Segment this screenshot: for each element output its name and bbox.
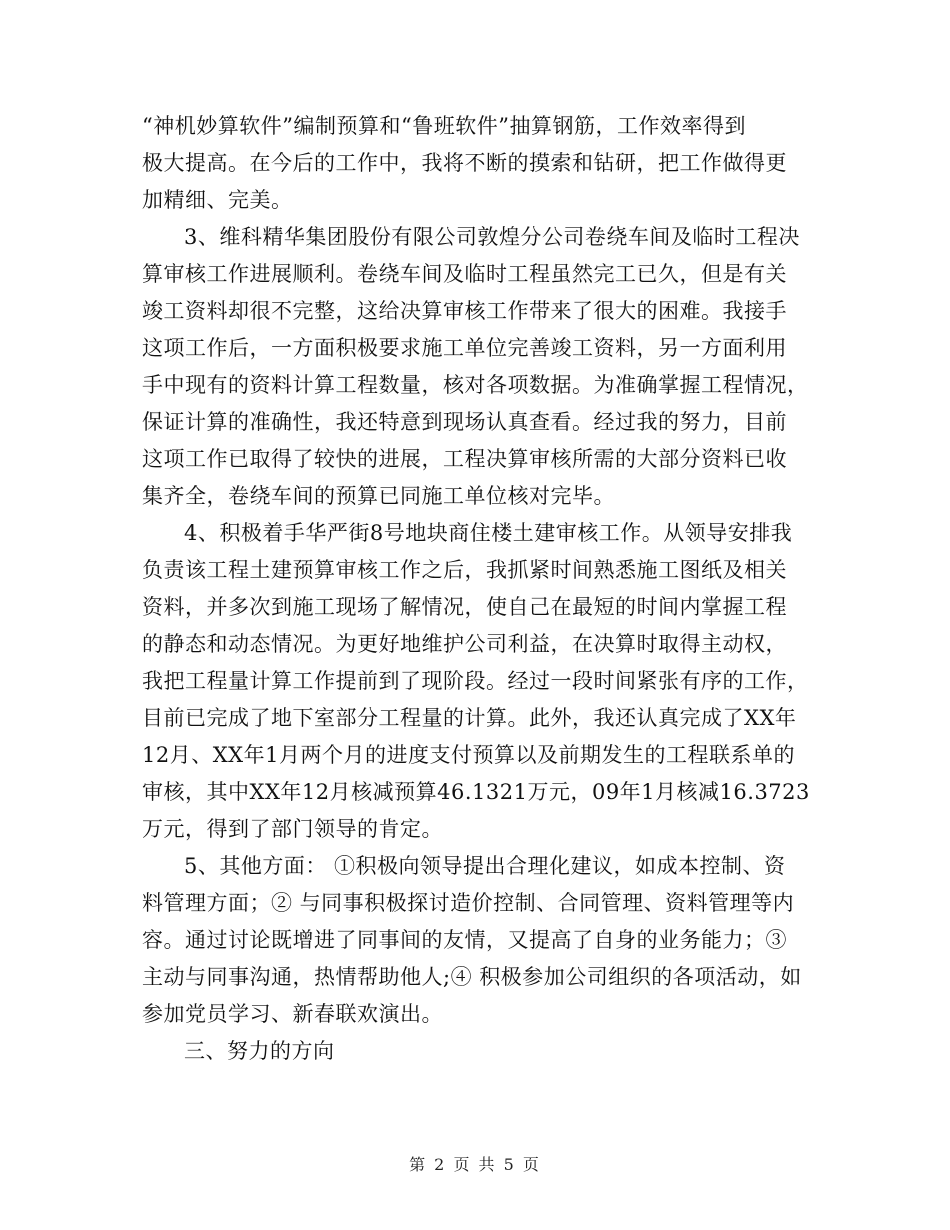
text-line: 目前已完成了地下室部分工程量的计算。此外，我还认真完成了XX年 — [142, 706, 797, 730]
section-heading: 三、努力的方向 — [184, 1039, 335, 1063]
text-line: 算审核工作进展顺利。卷绕车间及临时工程虽然完工已久，但是有关 — [142, 262, 787, 286]
text-line: 主动与同事沟通，热情帮助他人;④ 积极参加公司组织的各项活动，如 — [142, 965, 802, 989]
text-line: 参加党员学习、新春联欢演出。 — [142, 1002, 443, 1026]
text-line: 料管理方面；② 与同事积极探讨造价控制、合同管理、资料管理等内 — [142, 891, 795, 915]
text-line: 审核，其中XX年12月核减预算46.1321万元，09年1月核减16.3723 — [142, 780, 810, 804]
text-line: 保证计算的准确性，我还特意到现场认真查看。经过我的努力，目前 — [142, 410, 787, 434]
text-line: 负责该工程土建预算审核工作之后，我抓紧时间熟悉施工图纸及相关 — [142, 558, 787, 582]
text-line: 加精细、完美。 — [142, 188, 293, 212]
text-line: 集齐全，卷绕车间的预算已同施工单位核对完毕。 — [142, 484, 615, 508]
text-line: 12月、XX年1月两个月的进度支付预算以及前期发生的工程联系单的 — [142, 743, 795, 767]
text-line: 这项工作后，一方面积极要求施工单位完善竣工资料，另一方面利用 — [142, 336, 787, 360]
text-line: “神机妙算软件”编制预算和“鲁班软件”抽算钢筋，工作效率得到 — [142, 114, 746, 138]
text-line: 的静态和动态情况。为更好地维护公司利益，在决算时取得主动权， — [142, 632, 787, 656]
text-line: 这项工作已取得了较快的进展，工程决算审核所需的大部分资料已收 — [142, 447, 787, 471]
text-line: 竣工资料却很不完整，这给决算审核工作带来了很大的困难。我接手 — [142, 299, 787, 323]
text-line: 我把工程量计算工作提前到了现阶段。经过一段时间紧张有序的工作， — [142, 669, 809, 693]
text-line: 极大提高。在今后的工作中，我将不断的摸索和钻研，把工作做得更 — [142, 151, 787, 175]
paragraph-item-4-start: 4、积极着手华严街8号地块商住楼土建审核工作。从领导安排我 — [184, 521, 793, 545]
page-number-footer: 第 2 页 共 5 页 — [409, 1155, 541, 1174]
text-line: 容。通过讨论既增进了同事间的友情，又提高了自身的业务能力；③ — [142, 928, 787, 952]
document-body — [142, 108, 822, 1070]
paragraph-item-3-start: 3、维科精华集团股份有限公司敦煌分公司卷绕车间及临时工程决 — [184, 225, 800, 249]
paragraph-item-5-start: 5、其他方面： ①积极向领导提出合理化建议，如成本控制、资 — [184, 854, 786, 878]
text-line: 万元，得到了部门领导的肯定。 — [142, 817, 443, 841]
text-line: 手中现有的资料计算工程数量，核对各项数据。为准确掌握工程情况， — [142, 373, 809, 397]
text-line: 资料，并多次到施工现场了解情况，使自己在最短的时间内掌握工程 — [142, 595, 787, 619]
